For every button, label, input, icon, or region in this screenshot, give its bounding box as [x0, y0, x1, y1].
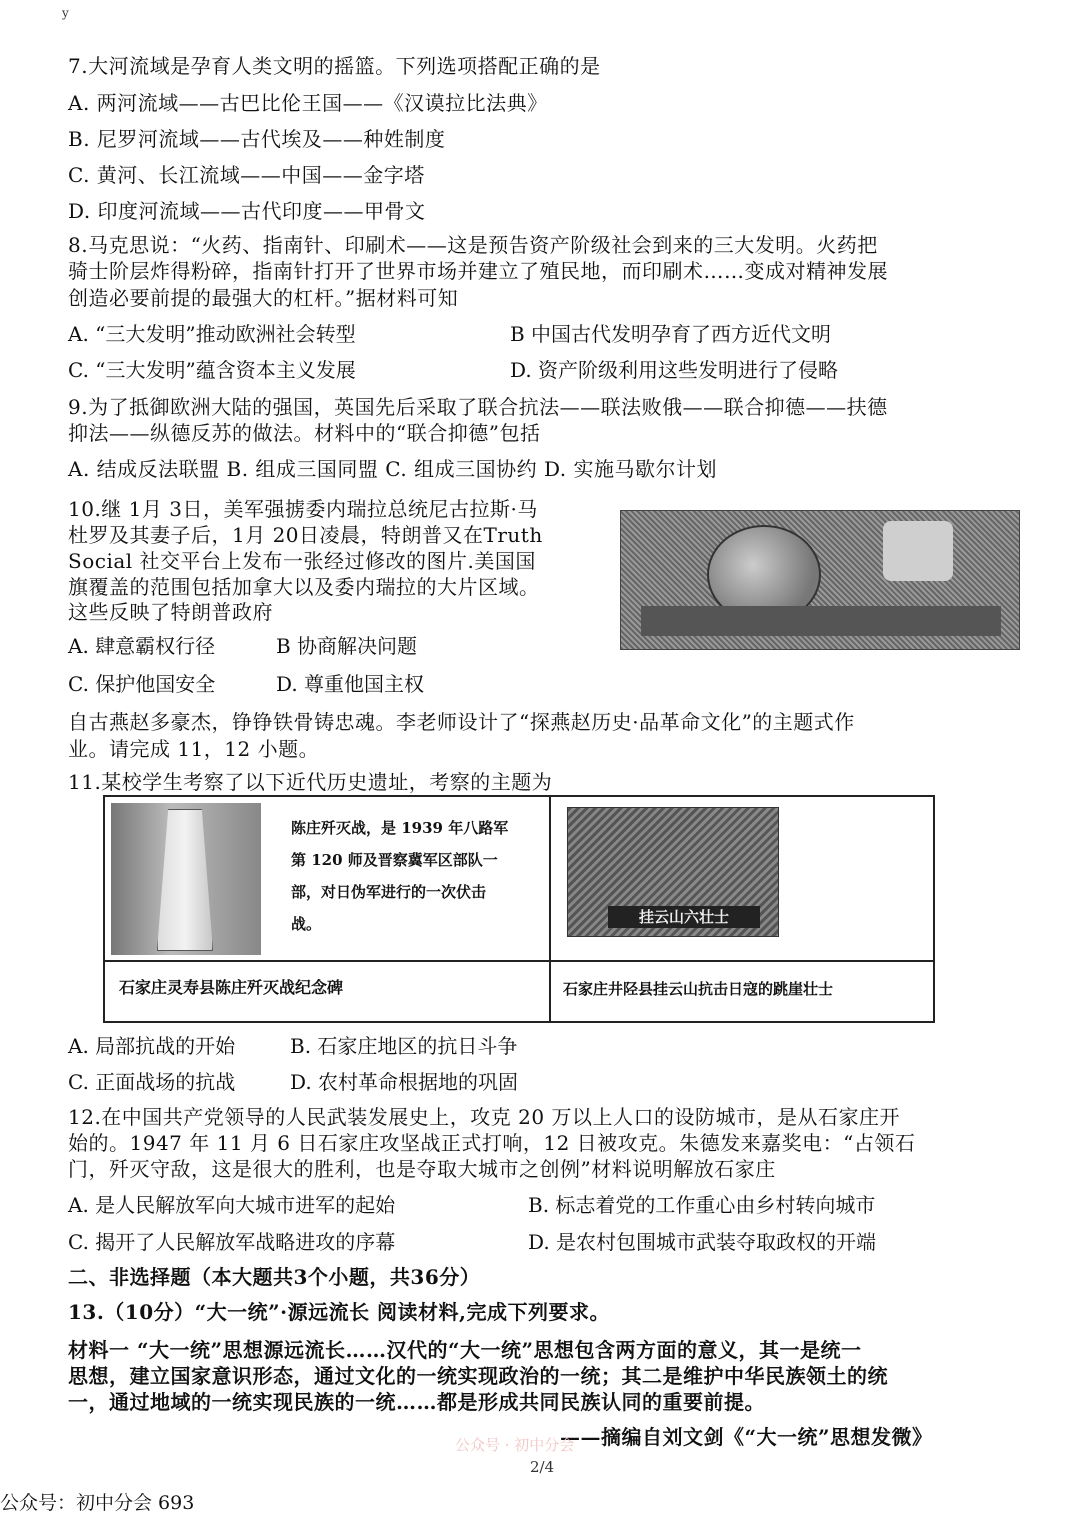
- footer-account: 公众号：初中分会 693: [0, 1492, 195, 1514]
- q8-option-a: A. “三大发明”推动欧洲社会转型: [68, 322, 356, 346]
- q13-material-line-2: 思想，建立国家意识形态，通过文化的一统实现政治的一统；其二是维护中华民族领土的统: [68, 1364, 888, 1388]
- caption-right: 石家庄井陉县挂云山抗击日寇的跳崖壮士: [563, 980, 834, 998]
- q7-option-a: A. 两河流域——古巴比伦王国——《汉谟拉比法典》: [68, 91, 548, 115]
- q10-option-c: C. 保护他国安全: [68, 672, 216, 696]
- q10-line-3: Social 社交平台上发布一张经过修改的图片.美国国: [68, 549, 536, 573]
- q13-source: ——摘编自刘文剑《“大一统”思想发微》: [560, 1425, 933, 1449]
- q8-line-3: 创造必要前提的最强大的杠杆。”据材料可知: [68, 286, 459, 310]
- intro-line-2: 业。请完成 11，12 小题。: [68, 737, 320, 761]
- q11-box-line-1: 陈庄歼灭战，是 1939 年八路军: [291, 819, 509, 837]
- q8-line-1: 8.马克思说：“火药、指南针、印刷术——这是预告资产阶级社会到来的三大发明。火药把: [68, 233, 878, 257]
- q11-option-d: D. 农村革命根据地的巩固: [290, 1070, 519, 1094]
- q12-line-2: 始的。1947 年 11 月 6 日石家庄攻坚战正式打响，12 日被攻克。朱德发来嘉奖电：“占领石: [68, 1131, 916, 1155]
- q12-option-b: B. 标志着党的工作重心由乡村转向城市: [528, 1193, 876, 1217]
- q13-stem: 13.（10分）“大一统”·源远流长 阅读材料,完成下列要求。: [68, 1300, 611, 1324]
- q10-line-4: 旗覆盖的范围包括加拿大以及委内瑞拉的大片区域。: [68, 575, 540, 599]
- q8-line-2: 骑士阶层炸得粉碎，指南针打开了世界市场并建立了殖民地，而印刷术……变成对精神发展: [68, 259, 888, 283]
- q9-line-1: 9.为了抵御欧洲大陆的强国，英国先后采取了联合抗法——联法败俄——联合抑德——扶德: [68, 395, 888, 419]
- q8-option-d: D. 资产阶级利用这些发明进行了侵略: [510, 358, 839, 382]
- monument-stone-graphic: [157, 809, 213, 951]
- q8-option-b: B 中国古代发明孕育了西方近代文明: [510, 322, 832, 346]
- table-vertical-divider: [549, 797, 551, 1021]
- q10-photo: [620, 510, 1020, 650]
- q11-option-a: A. 局部抗战的开始: [68, 1034, 236, 1058]
- sculpture-plate: 挂云山六壮士: [608, 906, 760, 928]
- q13-material-line-1: 材料一 “大一统”思想源远流长……汉代的“大一统”思想包含两方面的意义，其一是统一: [68, 1338, 862, 1362]
- q11-box-line-2: 第 120 师及晋察冀军区部队一: [291, 851, 498, 869]
- q7-option-c: C. 黄河、长江流域——中国——金字塔: [68, 163, 425, 187]
- page-number: 2/4: [530, 1458, 555, 1476]
- section-2-heading: 二、非选择题（本大题共3个小题，共36分）: [68, 1265, 481, 1289]
- q10-line-2: 杜罗及其妻子后，1月 20日凌晨，特朗普又在Truth: [68, 523, 543, 547]
- q7-stem: 7.大河流域是孕育人类文明的摇篮。下列选项搭配正确的是: [68, 54, 601, 78]
- q9-line-2: 抑法——纵德反苏的做法。材料中的“联合抑德”包括: [68, 421, 541, 445]
- watermark: 公众号 · 初中分会: [455, 1436, 575, 1454]
- q10-line-5: 这些反映了特朗普政府: [68, 600, 273, 624]
- q12-line-3: 门，歼灭守敌，这是很大的胜利，也是夺取大城市之创例”材料说明解放石家庄: [68, 1157, 776, 1181]
- photo-lamp-graphic: [883, 521, 953, 581]
- q11-option-c: C. 正面战场的抗战: [68, 1070, 236, 1094]
- corner-mark: y: [62, 6, 69, 20]
- monument-photo: [111, 803, 261, 955]
- q10-option-b: B 协商解决问题: [276, 634, 418, 658]
- q11-stem: 11.某校学生考察了以下近代历史遗址，考察的主题为: [68, 770, 553, 794]
- q12-option-d: D. 是农村包围城市武装夺取政权的开端: [528, 1230, 877, 1254]
- q8-option-c: C. “三大发明”蕴含资本主义发展: [68, 358, 356, 382]
- q10-option-d: D. 尊重他国主权: [276, 672, 425, 696]
- caption-left: 石家庄灵寿县陈庄歼灭战纪念碑: [119, 978, 344, 997]
- table-horizontal-divider: [105, 960, 933, 962]
- q13-material-line-3: 一，通过地域的一统实现民族的一统……都是形成共同民族认同的重要前提。: [68, 1390, 765, 1414]
- q12-line-1: 12.在中国共产党领导的人民武装发展史上，攻克 20 万以上人口的设防城市，是从石家庄开: [68, 1105, 900, 1129]
- q7-option-b: B. 尼罗河流域——古代埃及——种姓制度: [68, 127, 446, 151]
- photo-desk-graphic: [641, 606, 1001, 636]
- q11-material-table: [103, 795, 935, 1023]
- q11-box-line-3: 部，对日伪军进行的一次伏击: [291, 883, 487, 901]
- q10-option-a: A. 肆意霸权行径: [68, 634, 216, 658]
- sculpture-photo: [567, 807, 779, 937]
- q9-options: A. 结成反法联盟 B. 组成三国同盟 C. 组成三国协约 D. 实施马歇尔计划: [68, 457, 717, 481]
- q10-line-1: 10.继 1月 3日，美军强掳委内瑞拉总统尼古拉斯·马: [68, 497, 538, 521]
- q7-option-d: D. 印度河流域——古代印度——甲骨文: [68, 199, 426, 223]
- q12-option-c: C. 揭开了人民解放军战略进攻的序幕: [68, 1230, 396, 1254]
- q12-option-a: A. 是人民解放军向大城市进军的起始: [68, 1193, 396, 1217]
- q11-option-b: B. 石家庄地区的抗日斗争: [290, 1034, 518, 1058]
- intro-line-1: 自古燕赵多豪杰，铮铮铁骨铸忠魂。李老师设计了“探燕赵历史·品革命文化”的主题式作: [68, 710, 855, 734]
- q11-box-line-4: 战。: [291, 915, 322, 933]
